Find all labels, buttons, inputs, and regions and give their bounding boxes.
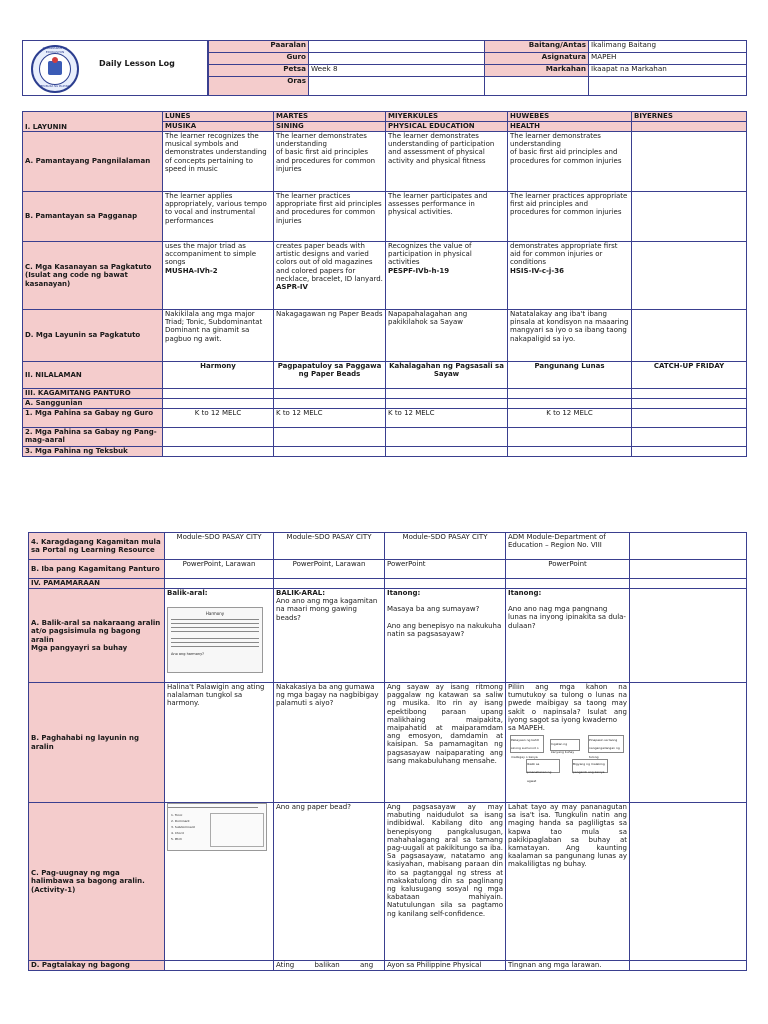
cell-c-lunes-text: uses the major triad as accompaniment to simple songs	[165, 242, 257, 267]
nilalaman-lunes: Harmony	[163, 362, 274, 389]
header-block	[22, 40, 746, 96]
deped-seal-logo	[31, 45, 79, 93]
markahan-label: Markahan	[485, 65, 589, 77]
pagtalakay-miyerkules: Ayon sa Philippine Physical	[385, 961, 506, 971]
paghahabi-huwebes	[506, 683, 630, 803]
header-info-table	[208, 40, 747, 96]
lesson-table-part-2	[28, 532, 747, 971]
code-miyerkules: PESPF-IVb-h-19	[388, 266, 450, 275]
markahan-value[interactable]: Ikaapat na Markahan	[589, 65, 747, 77]
balik-huwebes	[506, 589, 630, 683]
nilalaman-biyernes: CATCH-UP FRIDAY	[632, 362, 747, 389]
row-label-pamantayang-pangnilalaman: A. Pamantayang Pangnilalaman	[23, 132, 163, 192]
row-label-sanggunian: A. Sanggunian	[23, 399, 163, 409]
balik-text-miyerkules: Masaya ba ang sumayaw? Ano ang benepisyo na nakukuha natin sa pagsasayaw?	[387, 605, 502, 638]
subject-musika: MUSIKA	[163, 122, 274, 132]
cell-c-huwebes	[508, 242, 632, 310]
paaralan-value[interactable]	[309, 41, 485, 53]
row-label-nilalaman: II. NILALAMAN	[23, 362, 163, 389]
row-label-gabay-mag-aaral: 2. Mga Pahina sa Gabay ng Pang-mag-aaral	[23, 428, 163, 447]
pagtalakay-martes: Ating balikan ang	[274, 961, 385, 971]
iba-lunes: PowerPoint, Larawan	[165, 560, 274, 579]
cell-c-martes-text: creates paper beads with artistic designs and varied colors out of old magazines and colored papers for necklace, bracelet, ID lanyard.	[276, 242, 383, 283]
seal-subtext: REPUBLIKA NG PILIPINAS	[38, 85, 72, 88]
paguugnay-huwebes: Lahat tayo ay may pananagutan sa isa't isa. Tungkulin natin ang maging handa sa pagliligtas sa kapwa tao mula sa pakikipaglaban sa buhay at kamatayan. Ang kaunting kaalaman sa pangunang lunas ay makaliligtas ng buhay.	[506, 803, 630, 961]
cell-c-martes	[274, 242, 386, 310]
balik-head-lunes: Balik-aral:	[167, 589, 208, 597]
karagdagan-lunes: Module-SDO PASAY CITY	[165, 533, 274, 560]
baitang-value[interactable]: Ikalimang Baitang	[589, 41, 747, 53]
row-label-paghahabi: B. Paghahabi ng layunin ng aralin	[29, 683, 165, 803]
paguugnay-miyerkules: Ang pagsasayaw ay may mabuting naidudulot sa isang indibidwal. Kabilang dito ang benepisyong pangkalusugan, mahahalagang aral sa tamang pag-uugali at pakikitungo sa iba. Sa pagsasayaw, natatamo ang kasiyahan, mabisang paraan din ito sa pagtanggal ng stress at makakatulong din sa paglinang ng kalusugang sosyal ng mga kabataan mahiyain. Natutulungan sila sa pagtamo ng kanilang self-confidence.	[385, 803, 506, 961]
day-miyerkules: MIYERKULES	[386, 112, 508, 122]
activity-item-1: 1. Tonic	[171, 813, 183, 817]
cell-a-miyerkules: The learner demonstrates understanding of participation and assessment of physical activity and physical fitness	[386, 132, 508, 192]
pagtalakay-lunes	[165, 961, 274, 971]
cell-b-biyernes	[632, 192, 747, 242]
subject-pe: PHYSICAL EDUCATION	[386, 122, 508, 132]
music-sheet-title: Harmony	[205, 611, 225, 617]
paghahabi-miyerkules: Ang sayaw ay isang ritmong paggalaw ng katawan sa saliw ng musika. Ito rin ay isang epektibong paraan upang malikhaing maipakita, maipahatid at maiparamdam ang emosyon, damdamin at kaisipan. Sa pamamagitan ng pagsasayaw naipaparating ang isang makabuluhang mensahe.	[385, 683, 506, 803]
logo-cell	[22, 40, 208, 96]
baitang-label: Baitang/Antas	[485, 41, 589, 53]
cell-d-miyerkules: Napapahalagahan ang pakikilahok sa Sayaw	[386, 310, 508, 362]
gabay-guro-miyerkules: K to 12 MELC	[386, 409, 508, 428]
balik-head-huwebes: Itanong:	[508, 589, 542, 597]
row-label-gabay-guro: 1. Mga Pahina sa Gabay ng Guro	[23, 409, 163, 428]
cell-d-martes: Nakagagawan ng Paper Beads	[274, 310, 386, 362]
box-5: Bigyang ng malaking panganib ang kaniya	[572, 759, 608, 773]
oras-label: Oras	[209, 77, 309, 96]
gabay-guro-lunes: K to 12 MELC	[163, 409, 274, 428]
code-lunes: MUSHA-IVh-2	[165, 266, 218, 275]
paghahabi-text-huwebes: Piliin ang mga kahon na tumutukoy sa tulong o lunas na pwede maibigay sa taong may sakit o napinsala? Isulat ang iyong sagot sa iyong kwaderno sa MAPEH.	[508, 683, 627, 733]
guro-label: Guro	[209, 53, 309, 65]
pagtalakay-huwebes: Tingnan ang mga larawan.	[506, 961, 630, 971]
balik-head-miyerkules: Itanong:	[387, 589, 421, 597]
cell-a-biyernes	[632, 132, 747, 192]
day-lunes: LUNES	[163, 112, 274, 122]
balik-head-martes: BALIK-ARAL:	[276, 589, 326, 597]
karagdagan-biyernes	[630, 533, 747, 560]
activity-item-3: 3. Subdominant	[171, 825, 195, 829]
day-biyernes: BIYERNES	[632, 112, 747, 122]
karagdagan-miyerkules: Module-SDO PASAY CITY	[385, 533, 506, 560]
cell-a-martes: The learner demonstrates understanding of basic first aid principles and procedures for common injuries	[274, 132, 386, 192]
iba-martes: PowerPoint, Larawan	[274, 560, 385, 579]
iba-biyernes	[630, 560, 747, 579]
row-label-layunin-sa-pagkatuto: D. Mga Layunin sa Pagkatuto	[23, 310, 163, 362]
row-label-iba-pang-kagamitan: B. Iba pang Kagamitang Panturo	[29, 560, 165, 579]
subject-sining: SINING	[274, 122, 386, 132]
gabay-guro-martes: K to 12 MELC	[274, 409, 386, 428]
activity-worksheet-image	[167, 803, 267, 851]
paguugnay-biyernes	[630, 803, 747, 961]
day-martes: MARTES	[274, 112, 386, 122]
balik-lunes	[165, 589, 274, 683]
cell-c-lunes	[163, 242, 274, 310]
asignatura-label: Asignatura	[485, 53, 589, 65]
cell-c-huwebes-text: demonstrates appropriate first aid for common injuries or conditions	[510, 242, 618, 267]
paghahabi-biyernes	[630, 683, 747, 803]
nilalaman-miyerkules: Kahalagahan ng Pagsasali sa Sayaw	[386, 362, 508, 389]
row-label-balik-aral: A. Balik-aral sa nakaraang aralin at/o pagsisimula ng bagong aralin Mga pangyayri sa buhay	[29, 589, 165, 683]
nilalaman-martes: Pagpapatuloy sa Paggawa ng Paper Beads	[274, 362, 386, 389]
nilalaman-huwebes: Pangunang Lunas	[508, 362, 632, 389]
row-label-pag-uugnay: C. Pag-uugnay ng mga halimbawa sa bagong aralin. (Activity-1)	[29, 803, 165, 961]
row-label-kasanayan: C. Mga Kasanayan sa Pagkatuto (Isulat ang code ng bawat kasanayan)	[23, 242, 163, 310]
gabay-guro-huwebes: K to 12 MELC	[508, 409, 632, 428]
box-2: Ingatan ng kanyang buhay	[550, 739, 580, 751]
cell-b-huwebes: The learner practices appropriate first aid principles and procedures for common injuries	[508, 192, 632, 242]
guro-value[interactable]	[309, 53, 485, 65]
activity-item-4: 4. Chord	[171, 831, 184, 835]
cell-d-biyernes	[632, 310, 747, 362]
cell-a-lunes: The learner recognizes the musical symbols and demonstrates understanding of concepts pertaining to speed in music	[163, 132, 274, 192]
subject-biyernes	[632, 122, 747, 132]
music-sheet-image	[167, 607, 263, 673]
layunin-heading: I. LAYUNIN	[25, 122, 67, 131]
row-label-kagamitang-panturo: III. KAGAMITANG PANTURO	[23, 389, 163, 399]
row-label-pagtalakay: D. Pagtalakay ng bagong	[29, 961, 165, 971]
seal-text: KAGAWARAN NG EDUKASYON	[42, 46, 68, 54]
box-1: Pabayaan ng kahit sinong sumunod o maibigay o kanya	[510, 735, 544, 753]
box-4: Ibalik sa pinanahanan ng agwat	[526, 759, 560, 773]
activity-item-5: 5. Pitch	[171, 837, 183, 841]
cell-b-lunes: The learner applies appropriately, various tempo to vocal and instrumental performances	[163, 192, 274, 242]
code-martes: ASPR-IV	[276, 283, 308, 292]
cell-a-huwebes: The learner demonstrates understanding of basic first aid principles and procedures for common injuries	[508, 132, 632, 192]
activity-item-2: 2. Dominant	[171, 819, 190, 823]
cell-d-lunes: Nakikilala ang mga major Triad; Tonic, Subdominantat Dominant na ginamit sa pagbuo ng awit.	[163, 310, 274, 362]
cell-b-miyerkules: The learner participates and assesses performance in physical activities.	[386, 192, 508, 242]
iba-miyerkules: PowerPoint	[385, 560, 506, 579]
music-sheet-caption: Ano ang harmony?	[171, 652, 205, 657]
pagtalakay-biyernes	[630, 961, 747, 971]
paghahabi-lunes: Halina't Palawigin ang ating nalalaman tungkol sa harmony.	[165, 683, 274, 803]
row-label-pamamaraan: IV. PAMAMARAAN	[29, 579, 165, 589]
cell-c-miyerkules	[386, 242, 508, 310]
iba-huwebes: PowerPoint	[506, 560, 630, 579]
first-aid-boxes-image	[508, 735, 627, 783]
row-label-pamantayan-sa-pagganap: B. Pamantayan sa Pagganap	[23, 192, 163, 242]
balik-martes	[274, 589, 385, 683]
row-label-teksbuk: 3. Mga Pahina ng Teksbuk	[23, 447, 163, 457]
paaralan-label: Paaralan	[209, 41, 309, 53]
box-3: Pinapasin sa taong nangangailangan ng tulong	[588, 735, 624, 753]
paguugnay-lunes	[165, 803, 274, 961]
cell-b-martes: The learner practices appropriate first aid principles and procedures for common injuries	[274, 192, 386, 242]
gabay-guro-biyernes	[632, 409, 747, 428]
petsa-label: Petsa	[209, 65, 309, 77]
paghahabi-martes: Nakakasiya ba ang gumawa ng mga bagay na nagbibigay palamuti s aiyo?	[274, 683, 385, 803]
lesson-table-part-1	[22, 111, 747, 457]
cell-c-miyerkules-text: Recognizes the value of participation in physical activities	[388, 242, 472, 267]
karagdagan-martes: Module-SDO PASAY CITY	[274, 533, 385, 560]
paguugnay-martes: Ano ang paper bead?	[274, 803, 385, 961]
balik-text-huwebes: Ano ano nag mga pangnang lunas na inyong ipinakita sa dula-dulaan?	[508, 605, 626, 630]
oras-value[interactable]	[309, 77, 485, 96]
asignatura-value[interactable]: MAPEH	[589, 53, 747, 65]
karagdagan-huwebes: ADM Module-Department of Education – Region No. VIII	[506, 533, 630, 560]
row-label-karagdagang-kagamitan: 4. Karagdagang Kagamitan mula sa Portal ng Learning Resource	[29, 533, 165, 560]
day-huwebes: HUWEBES	[508, 112, 632, 122]
code-huwebes: HSIS-IV-c-j-36	[510, 266, 564, 275]
cell-d-huwebes: Natatalakay ang iba't ibang pinsala at kondisyon na maaaring mangyari sa iyo o sa ibang taong nakapaligid sa iyo.	[508, 310, 632, 362]
balik-miyerkules	[385, 589, 506, 683]
page-title: Daily Lesson Log	[99, 59, 175, 68]
subject-health: HEALTH	[508, 122, 632, 132]
balik-biyernes	[630, 589, 747, 683]
balik-text-martes: Ano ano ang mga kagamitan na maari mong gawing beads?	[276, 597, 378, 622]
petsa-value[interactable]: Week 8	[309, 65, 485, 77]
cell-c-biyernes	[632, 242, 747, 310]
